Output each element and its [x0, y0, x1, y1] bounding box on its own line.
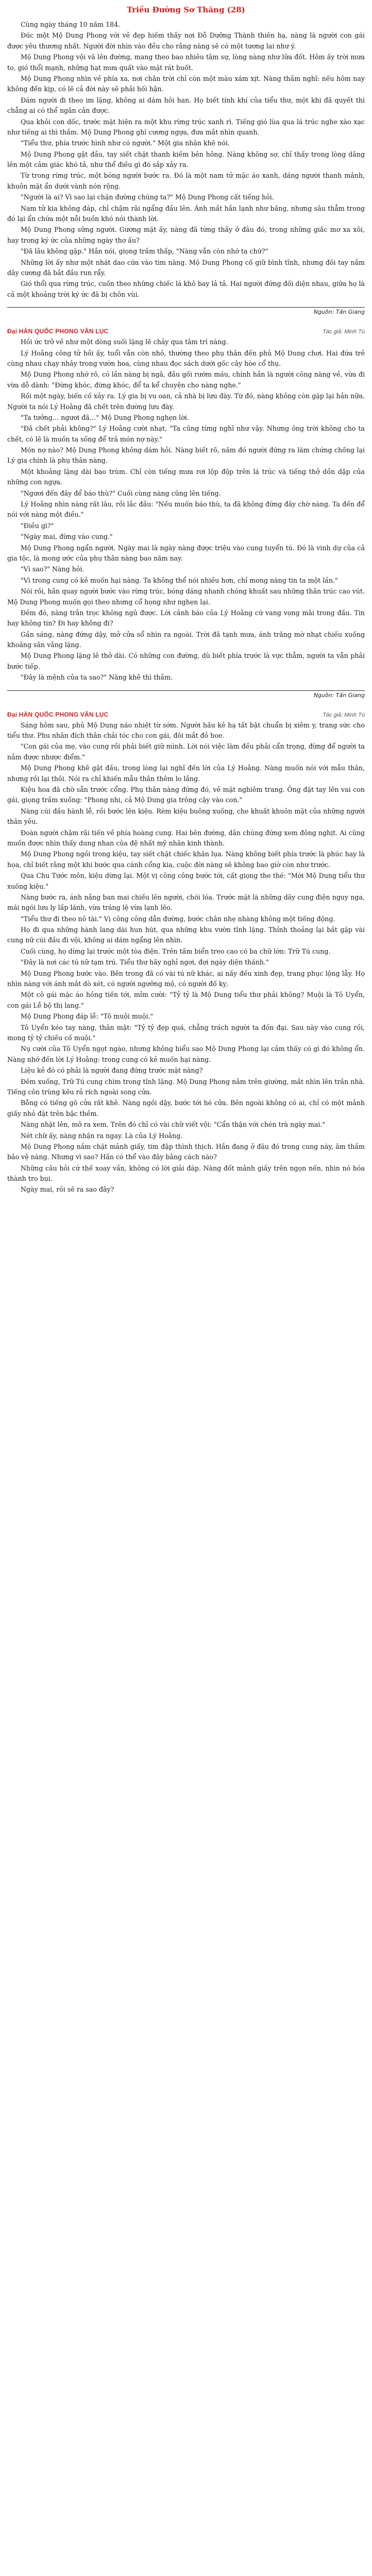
paragraph: Gần sáng, nàng đứng dậy, mở cửa sổ nhìn ra ngoài. Trời đã tạnh mưa, ánh trăng mờ nhạt chiếu xuống khoảng sân vắng lặng.	[7, 630, 365, 649]
paragraph: Đám người đi theo im lặng, không ai dám hỏi han. Họ biết tính khí của tiểu thư, một khi đã quyết thì chẳng ai có thể ngăn cản được.	[7, 96, 365, 115]
banner-source: Đại HÀN QUỐC PHONG VĂN LỤC	[7, 710, 109, 718]
paragraph: Tô Uyển kéo tay nàng, thân mật: "Tỷ tỷ đẹp quá, chẳng trách người ta đồn đại. Sau này vào cung rồi, mong tỷ tỷ chiếu cố muội."	[7, 1023, 365, 1042]
paragraph: Đêm đó, nàng trằn trọc không ngủ được. Lời cảnh báo của Lý Hoằng cứ vang vọng mãi trong đầu. Tin hay không tin? Đi hay không đi?	[7, 608, 365, 628]
paragraph: Nét chữ ấy, nàng nhận ra ngay. Là của Lý Hoằng.	[21, 1131, 183, 1140]
paragraph: Những lời ấy như một nhát dao cứa vào tim nàng. Mộ Dung Phong cố giữ bình tĩnh, nhưng đôi tay nắm dây cương đã bắt đầu run rẩy.	[7, 258, 365, 277]
paragraph: Rồi một ngày, biến cố xảy ra. Lý gia bị vu oan, cả nhà bị lưu đày. Từ đó, nàng không còn gặp lại hắn nữa. Người ta nói Lý Hoằng đã chết trên đường lưu đày.	[7, 392, 365, 411]
paragraph: Đúc một Mộ Dung Phong với vẻ đẹp hiếm thấy nơi Đỗ Dưỡng Thành thiên hạ, nàng là người con gái được yêu thương nhất. Người đời nhìn vào đều cho rằng nàng sẽ có một tương lai như ý.	[7, 31, 365, 50]
paragraph: Lý Hoằng công tử hồi ấy, tuổi vẫn còn nhỏ, thường theo phụ thân đến phủ Mộ Dung chơi. Hai đứa trẻ cùng nhau chạy nhảy trong vườn hoa, cùng nhau đọc sách dưới gốc cây hòe cổ thụ.	[7, 349, 365, 367]
paragraph: Cùng ngày tháng 10 năm 184.	[21, 21, 121, 28]
paragraph: "Ta tưởng… ngươi đã…" Mộ Dung Phong nghẹn lời.	[21, 413, 189, 421]
source-label: Nguồn: Tấn Giang	[313, 309, 365, 316]
paragraph: Hồi ức trở về như một dòng suối lặng lẽ chảy qua tâm trí nàng.	[21, 338, 228, 346]
paragraph: Lý Hoằng nhìn nàng rất lâu, rồi lắc đầu: "Nếu muốn báo thù, ta đã không đứng đây chờ nàng. Ta đến để nói với nàng một điều."	[7, 500, 365, 519]
document-page	[0, 0, 372, 1195]
paragraph: Những câu hỏi cứ thế xoay vần, không có lời giải đáp. Nàng đốt mảnh giấy trên ngọn nến, nhìn nó hóa thành tro bụi.	[7, 1164, 365, 1183]
paragraph: "Ngươi đến đây để báo thù?" Cuối cùng nàng cũng lên tiếng.	[21, 489, 221, 497]
paragraph: Từ trong rừng trúc, một bóng người bước ra. Đó là một nam tử mặc áo xanh, dáng người thanh mảnh, khuôn mặt ẩn dưới vành nón rộng.	[7, 172, 365, 190]
paragraph: Một khoảng lặng dài bao trùm. Chỉ còn tiếng mưa rơi lộp độp trên lá trúc và tiếng thở dồn dập của những con ngựa.	[7, 467, 365, 486]
paragraph: Đoàn người chậm rãi tiến về phía hoàng cung. Hai bên đường, dân chúng đứng xem đông nghịt. Ai cũng muốn được nhìn thấy dung nhan của đệ nhất mỹ nhân kinh thành.	[7, 828, 365, 847]
source-label: Nguồn: Tấn Giang	[313, 691, 365, 699]
paragraph: Mộ Dung Phong ngồi trong kiệu, tay siết chặt chiếc khăn lụa. Nàng không biết phía trước là phúc hay là họa, chỉ biết rằng một khi bước qua cánh cổng kia, cuộc đời nàng sẽ không bao giờ còn như trước.	[7, 850, 365, 869]
paragraph: Mộ Dung Phong nhớ rõ, có lần nàng bị ngã, đầu gối rướm máu, chính hắn là người cõng nàng về, vừa đi vừa dỗ dành: "Đừng khóc, đừng khóc, để ta kể chuyện cho nàng nghe."	[7, 370, 365, 389]
page-title: Triều Đường Sơ Thăng (28)	[127, 5, 245, 14]
paragraph: Nàng nhặt lên, mở ra xem. Trên đó chỉ có vài chữ viết vội: "Cẩn thận với chén trà ngày mai."	[21, 1121, 326, 1129]
paragraph: Ngày mai, rồi sẽ ra sao đây?	[21, 1185, 114, 1194]
divider-rule	[7, 690, 365, 691]
paragraph: Món nợ nào? Mộ Dung Phong không dám hỏi. Nàng biết rõ, năm đó người đứng ra làm chứng chống lại Lý gia chính là phụ thân nàng.	[7, 446, 365, 465]
section-banner	[7, 328, 365, 335]
section-divider	[7, 690, 365, 703]
paragraph: Nụ cười của Tô Uyển ngọt ngào, nhưng không hiểu sao Mộ Dung Phong lại cảm thấy có gì đó không ổn. Nàng nhớ đến lời Lý Hoằng: trong cung có kẻ muốn hại nàng.	[7, 1045, 365, 1063]
paragraph: "Con gái của mẹ, vào cung rồi phải biết giữ mình. Lời nói việc làm đều phải cẩn trọng, đừng để người ta nắm được nhược điểm."	[7, 742, 365, 761]
paragraph: Họ đi qua những hành lang dài hun hút, qua những khu vườn tĩnh lặng. Thỉnh thoảng lại bắt gặp vài cung nữ cúi đầu đi vội, không ai dám ngẩng lên nhìn.	[7, 926, 365, 944]
banner-source: Đại HÀN QUỐC PHONG VĂN LỤC	[7, 328, 109, 335]
paragraph: Mộ Dung Phong ngẩn người. Ngày mai là ngày nàng được triệu vào cung tuyển tú. Đó là vinh dự của cả gia tộc, là mong ước của phụ thân nàng bao năm nay.	[7, 544, 365, 562]
paragraph: Nàng bước ra, ánh nắng ban mai chiếu lên người, chói lóa. Trước mặt là những dãy cung điện nguy nga, mái ngói lưu ly lấp lánh, vừa tráng lệ vừa lạnh lẽo.	[7, 893, 365, 912]
paragraph: "Tiểu thư đi theo nô tài." Vị công công dẫn đường, bước chân nhẹ nhàng không một tiếng động.	[21, 914, 335, 923]
paragraph: "Người là ai? Vì sao lại chặn đường chúng ta?" Mộ Dung Phong cất tiếng hỏi.	[21, 193, 274, 201]
paragraph: Gió thổi qua rừng trúc, cuốn theo những chiếc lá khô bay lả tả. Hai người đứng đối diện nhau, giữa họ là cả một khoảng trời ký ức đã bị chôn vùi.	[7, 280, 365, 298]
paragraph: Một cô gái mặc áo hồng tiến tới, mỉm cười: "Tỷ tỷ là Mộ Dung tiểu thư phải không? Muội là Tô Uyển, con gái Lễ bộ thị lang."	[7, 991, 365, 1009]
paragraph: "Đã chết phải không?" Lý Hoằng cười nhạt, "Ta cũng từng nghĩ như vậy. Nhưng ông trời không cho ta chết, có lẽ là muốn ta sống để trả món nợ này."	[7, 425, 365, 443]
paragraph: Mộ Dung Phong khẽ gật đầu, trong lòng lại nghĩ đến lời của Lý Hoằng. Nàng muốn nói với mẫu thân, nhưng rồi lại thôi. Nói ra chỉ khiến mẫu thân thêm lo lắng.	[7, 764, 365, 783]
paragraph: "Vì trong cung có kẻ muốn hại nàng. Ta không thể nói nhiều hơn, chỉ mong nàng tin ta một lần."	[21, 576, 338, 584]
paragraph: Mộ Dung Phong vội vã lên đường, mang theo bao nhiêu tâm sự, lòng nàng như lửa đốt. Hôm ấy trời mưa to, gió thổi mạnh, những hạt mưa quất vào mặt rát buốt.	[7, 53, 365, 72]
paragraph: Mộ Dung Phong nắm chặt mảnh giấy, tim đập thình thịch. Hắn đang ở đâu đó trong cung này, âm thầm bảo vệ nàng. Nhưng vì sao? Hắn có thể vào đây bằng cách nào?	[7, 1142, 365, 1161]
paragraph: "Điều gì?"	[21, 521, 54, 530]
paragraph: Qua Chu Tước môn, kiệu dừng lại. Một vị công công bước tới, cất giọng the thé: "Mời Mộ Dung tiểu thư xuống kiệu."	[7, 872, 365, 890]
paragraph: Bỗng có tiếng gõ cửa rất khẽ. Nàng ngồi dậy, bước tới hé cửa. Bên ngoài không có ai, chỉ có một mảnh giấy nhỏ đặt trên bậc thềm.	[7, 1099, 365, 1117]
paragraph: "Tiểu thư, phía trước hình như có người." Một gia nhân khẽ nói.	[21, 139, 230, 147]
paragraph: Qua khỏi con dốc, trước mặt hiện ra một khu rừng trúc xanh rì. Tiếng gió lùa qua lá trúc nghe xào xạc như tiếng ai thì thầm. Mộ Dung Phong ghì cương ngựa, đưa mắt nhìn quanh.	[7, 117, 365, 136]
section-banner	[7, 711, 365, 718]
paragraph: Kiệu hoa đã chờ sẵn trước cổng. Phụ thân nàng đứng đó, vẻ mặt nghiêm trang. Ông đặt tay lên vai con gái, giọng trầm xuống: "Phong nhi, cả Mộ Dung gia trông cậy vào con."	[7, 786, 365, 804]
paragraph: "Ngày mai, đừng vào cung."	[21, 533, 113, 541]
divider-rule	[7, 307, 365, 308]
paragraph: Đêm xuống, Trữ Tú cung chìm trong tĩnh lặng. Mộ Dung Phong nằm trên giường, mắt nhìn lên trần nhà. Tiếng côn trùng kêu rả rích ngoài song cửa.	[7, 1077, 365, 1096]
paragraph: "Đây là nơi các tú nữ tạm trú. Tiểu thư hãy nghỉ ngơi, đợi ngày diện thánh."	[21, 958, 269, 967]
paragraph: Nói rồi, hắn quay người bước vào rừng trúc, bóng dáng nhanh chóng khuất sau những thân trúc cao vút. Mộ Dung Phong muốn gọi theo nhưng cổ họng như nghẹn lại.	[7, 587, 365, 606]
paragraph: Mộ Dung Phong bước vào. Bên trong đã có vài tú nữ khác, ai nấy đều xinh đẹp, trang phục lộng lẫy. Họ nhìn nàng với ánh mắt dò xét, có người ngưỡng mộ, có người đố kỵ.	[7, 969, 365, 988]
paragraph: "Vì sao?" Nàng hỏi.	[21, 565, 84, 573]
paragraph: Nàng cúi đầu hành lễ, rồi bước lên kiệu. Rèm kiệu buông xuống, che khuất khuôn mặt của những người thân yêu.	[7, 807, 365, 826]
section-divider	[7, 307, 365, 319]
paragraph: Mộ Dung Phong đáp lễ: "Tô muội muội."	[21, 1012, 154, 1021]
paragraph: Liệu kẻ đó có phải là người đang đứng trước mặt nàng?	[21, 1066, 203, 1075]
chapter-content	[7, 20, 365, 1195]
paragraph: Mộ Dung Phong nhìn về phía xa, nơi chân trời chỉ còn một màu xám xịt. Nàng thầm nghĩ: nếu hôm nay không đến kịp, có lẽ cả đời này sẽ phải hối hận.	[7, 74, 365, 93]
paragraph: Mộ Dung Phong lặng lẽ thở dài. Có những con đường, dù biết phía trước là vực thẳm, người ta vẫn phải bước tiếp.	[7, 652, 365, 670]
paragraph: Nam tử kia không đáp, chỉ chậm rãi ngẩng đầu lên. Ánh mắt hắn lạnh như băng, nhưng sâu thẳm trong đó lại ẩn chứa một nỗi buồn khó nói thành lời.	[7, 204, 365, 223]
paragraph: Cuối cùng, họ dừng lại trước một tòa điện. Trên tấm biển treo cao có ba chữ lớn: Trữ Tú cung.	[21, 947, 331, 955]
banner-meta: Tác giả: Minh Tú	[323, 711, 365, 718]
paragraph: Sáng hôm sau, phủ Mộ Dung náo nhiệt từ sớm. Người hầu kẻ hạ tất bật chuẩn bị xiêm y, trang sức cho tiểu thư. Phu nhân đích thân chải tóc cho con gái, đôi mắt đỏ hoe.	[7, 721, 365, 740]
paragraph: Mộ Dung Phong sững người. Gương mặt ấy, nàng đã từng thấy ở đâu đó, trong những giấc mơ xa xôi, hay trong ký ức của những ngày thơ ấu?	[7, 226, 365, 244]
paragraph: "Đây là mệnh của ta sao?" Nàng khẽ thì thầm.	[21, 673, 173, 682]
banner-meta: Tác giả: Minh Tú	[323, 329, 365, 335]
paragraph: Mộ Dung Phong gật đầu, tay siết chặt thanh kiếm bên hông. Nàng không sợ, chỉ thấy trong lòng dâng lên một cảm giác khó tả, như thể điều gì đó sắp xảy ra.	[7, 150, 365, 169]
paragraph: "Đã lâu không gặp." Hắn nói, giọng trầm thấp, "Nàng vẫn còn nhớ ta chứ?"	[21, 247, 268, 256]
